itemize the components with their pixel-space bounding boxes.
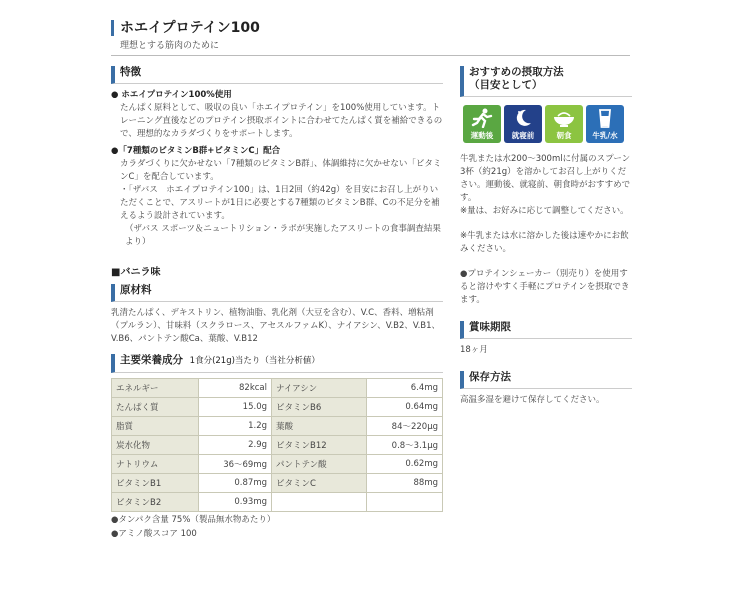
features-heading: 特徴 <box>111 66 443 84</box>
expiry-value: 18ヶ月 <box>460 345 488 355</box>
nutrient-value: 15.0g <box>199 398 272 417</box>
nutrient-value: 0.62mg <box>367 455 443 474</box>
feature-1-title: ● ホエイプロテイン100%使用 <box>111 90 232 100</box>
nutrition-row <box>112 455 443 474</box>
intake-heading-sub: （目安として） <box>469 79 543 91</box>
feature-1-body: たんぱく原料として、吸収の良い「ホエイプロテイン」を100%使用しています。トレーニング直後などのプロテイン摂取ポイントに合わせてたんぱく質を補給できるので、理想的なカラダづくりをサポートします。 <box>120 103 443 139</box>
nutrition-title: 主要栄養成分 <box>120 354 183 366</box>
feature-2-note: ・「ザバス ホエイプロテイン100」は、1日2回（約42g）を目安にお召し上がりいただくことで、アスリートが1日に必要とする7種類のビタミンB群、Cの不足分を補えるよう設計されています。 <box>120 185 440 221</box>
ingredients-body: 乳清たんぱく、デキストリン、植物油脂、乳化剤（大豆を含む）、V.C、香料、増粘剤（プルラン）、甘味料（スクラロース、アセスルファムK）、ナイアシン、V.B2、V.B1、V.B6、パントテン酸Ca、葉酸、V.B12 <box>111 308 441 344</box>
icon-label-breakfast: 朝食 <box>556 131 572 140</box>
nutrient-value: 0.8～3.1μg <box>367 436 443 455</box>
nutrient-name: ナトリウム <box>112 455 199 474</box>
glass-icon <box>586 105 624 143</box>
intake-note-3: ●プロテインシェーカー（別売り）を使用すると溶けやすく手軽にプロテインを摂取できます。 <box>460 269 630 305</box>
amino-score-note: ●アミノ酸スコア 100 <box>111 529 197 539</box>
page-header <box>111 20 630 56</box>
storage-value: 高温多湿を避けて保存してください。 <box>460 395 605 405</box>
intake-heading-main: おすすめの摂取方法 <box>469 66 564 78</box>
intake-note-2: ※牛乳または水に溶かした後は速やかにお飲みください。 <box>460 231 629 254</box>
nutrient-value: 88mg <box>367 474 443 493</box>
intake-icons <box>463 105 632 143</box>
nutrient-value: 0.64mg <box>367 398 443 417</box>
bowl-icon <box>545 105 583 143</box>
nutrition-heading <box>111 354 443 373</box>
nutrition-per: 1食分(21g)当たり（当社分析値） <box>189 356 320 366</box>
nutrient-value: 2.9g <box>199 436 272 455</box>
feature-2-body: カラダづくりに欠かせない「7種類のビタミンB群」、体調維持に欠かせない「ビタミンC」を配合しています。 <box>120 159 442 182</box>
icon-label-after-exercise: 運動後 <box>470 131 494 140</box>
feature-2-title: ●「7種類のビタミンB群+ビタミンC」配合 <box>111 146 281 156</box>
nutrient-name: 炭水化物 <box>112 436 199 455</box>
nutrient-name: エネルギー <box>112 379 199 398</box>
ingredients-heading: 原材料 <box>111 284 443 302</box>
intake-body: 牛乳または水200～300mlに付属のスプーン3杯（約21g）を溶かしてお召し上がりください。運動後、就寝前、朝食時がおすすめです。 <box>460 154 631 203</box>
nutrient-name: ナイアシン <box>272 379 367 398</box>
nutrient-name: 脂質 <box>112 417 199 436</box>
nutrition-row <box>112 417 443 436</box>
nutrient-value: 82kcal <box>199 379 272 398</box>
nutrient-value <box>367 493 443 512</box>
nutrient-name: ビタミンB2 <box>112 493 199 512</box>
flavor-label: ■バニラ味 <box>111 267 161 278</box>
nutrient-value: 0.93mg <box>199 493 272 512</box>
expiry-heading: 賞味期限 <box>460 321 632 339</box>
nutrient-value: 36～69mg <box>199 455 272 474</box>
nutrient-value: 6.4mg <box>367 379 443 398</box>
intake-note-1: ※量は、お好みに応じて調整してください。 <box>460 206 629 216</box>
moon-icon <box>504 105 542 143</box>
nutrient-name: たんぱく質 <box>112 398 199 417</box>
nutrient-name: 葉酸 <box>272 417 367 436</box>
icon-label-before-bed: 就寝前 <box>511 131 535 140</box>
nutrient-name: ビタミンC <box>272 474 367 493</box>
nutrition-row <box>112 379 443 398</box>
storage-heading: 保存方法 <box>460 371 632 389</box>
nutrient-name: ビタミンB6 <box>272 398 367 417</box>
intake-heading <box>460 66 632 97</box>
page-subtitle: 理想とする筋肉のために <box>111 38 630 56</box>
page-title: ホエイプロテイン100 <box>111 20 630 36</box>
nutrient-name: パントテン酸 <box>272 455 367 474</box>
nutrient-name: ビタミンB1 <box>112 474 199 493</box>
nutrition-row <box>112 474 443 493</box>
protein-content-note: ●タンパク含量 75%（製品無水物あたり） <box>111 515 276 525</box>
nutrition-row <box>112 436 443 455</box>
running-icon <box>463 105 501 143</box>
nutrition-row <box>112 493 443 512</box>
nutrient-value: 84～220μg <box>367 417 443 436</box>
left-column <box>111 66 443 540</box>
nutrient-value: 0.87mg <box>199 474 272 493</box>
nutrient-name <box>272 493 367 512</box>
nutrient-value: 1.2g <box>199 417 272 436</box>
feature-2-source: （ザバス スポーツ＆ニュートリション・ラボが実施したアスリートの食事調査結果より） <box>125 224 441 247</box>
right-column <box>460 66 632 421</box>
nutrition-row <box>112 398 443 417</box>
nutrient-name: ビタミンB12 <box>272 436 367 455</box>
nutrition-table <box>111 378 443 512</box>
icon-label-milk-water: 牛乳/水 <box>592 131 618 140</box>
